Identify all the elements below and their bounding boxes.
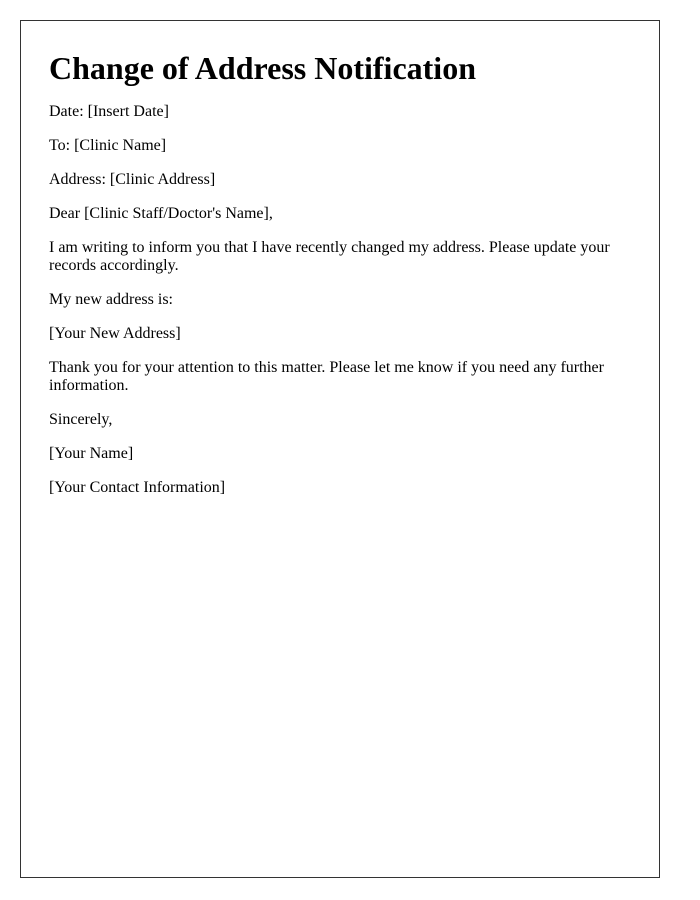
letter-page	[20, 20, 660, 878]
letter-title: Change of Address Notification	[49, 50, 476, 86]
salutation: Dear [Clinic Staff/Doctor's Name],	[49, 205, 273, 222]
new-address: [Your New Address]	[49, 325, 181, 342]
new-address-label: My new address is:	[49, 291, 173, 308]
date-line: Date: [Insert Date]	[49, 103, 169, 120]
signature-contact: [Your Contact Information]	[49, 479, 226, 496]
body-intro: I am writing to inform you that I have recently changed my address. Please update your records accordingly.	[49, 239, 610, 274]
recipient-line: To: [Clinic Name]	[49, 137, 167, 154]
clinic-address-line: Address: [Clinic Address]	[49, 171, 216, 188]
closing: Sincerely,	[49, 411, 113, 428]
thanks-paragraph: Thank you for your attention to this matter. Please let me know if you need any further information.	[49, 359, 604, 394]
signature-name: [Your Name]	[49, 445, 134, 462]
